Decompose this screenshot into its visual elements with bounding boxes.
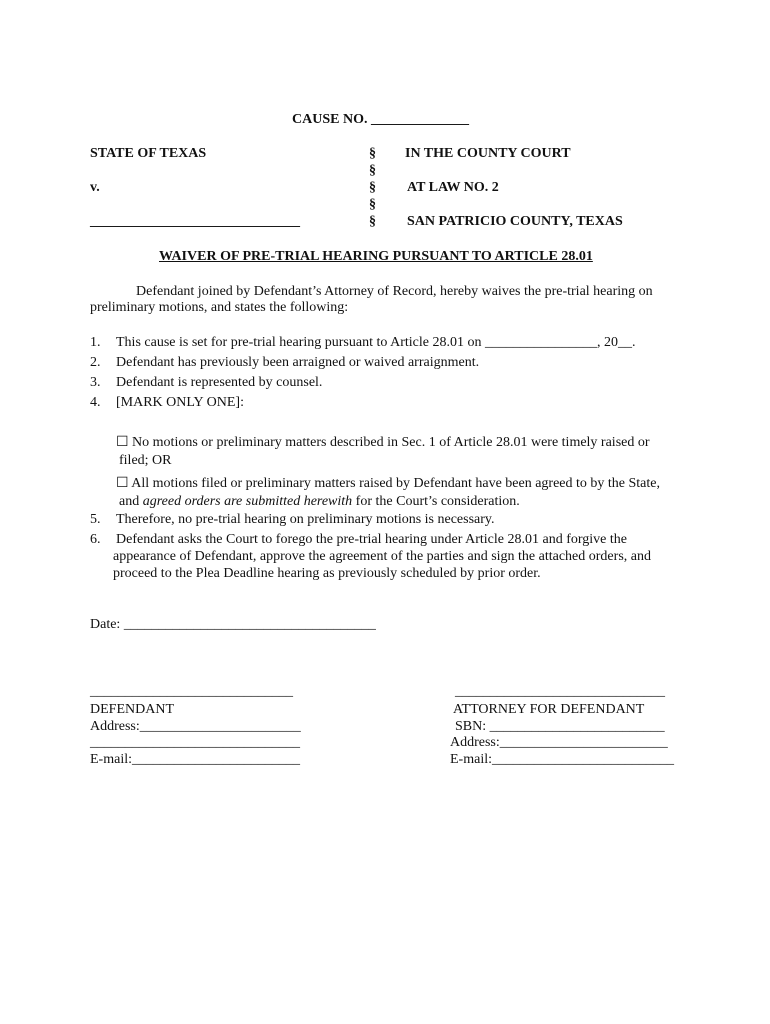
attorney-address[interactable]: Address:________________________ bbox=[450, 735, 668, 750]
item-number: 5. bbox=[90, 512, 101, 527]
item-6-cont-1: appearance of Defendant, approve the agreement of the parties and sign the attached orders, and bbox=[113, 549, 651, 564]
item-text: [MARK ONLY ONE]: bbox=[116, 395, 244, 410]
item-number: 2. bbox=[90, 355, 101, 370]
section-symbol: § bbox=[369, 163, 376, 178]
item-number: 6. bbox=[90, 532, 101, 547]
defendant-address-2[interactable]: ______________________________ bbox=[90, 735, 300, 750]
caption-state: STATE OF TEXAS bbox=[90, 146, 207, 161]
option-agreed-motions-cont bbox=[119, 494, 520, 510]
item-number: 1. bbox=[90, 335, 101, 350]
list-item bbox=[90, 532, 627, 548]
defendant-email[interactable]: E-mail:________________________ bbox=[90, 752, 300, 767]
attorney-email[interactable]: E-mail:__________________________ bbox=[450, 752, 674, 767]
section-symbol: § bbox=[369, 146, 376, 161]
attorney-label: ATTORNEY FOR DEFENDANT bbox=[453, 702, 645, 717]
option-no-motions[interactable]: ☐ No motions or preliminary matters described in Sec. 1 of Article 28.01 were timely raised or bbox=[116, 435, 650, 450]
defendant-signature-line[interactable]: _____________________________ bbox=[90, 684, 293, 699]
item-number: 3. bbox=[90, 375, 101, 390]
section-symbol: § bbox=[369, 180, 376, 195]
option-no-motions-cont: filed; OR bbox=[119, 453, 172, 468]
cause-number: CAUSE NO. ______________ bbox=[292, 112, 469, 127]
item-text: Therefore, no pre-trial hearing on preliminary motions is necessary. bbox=[116, 512, 495, 527]
section-symbol: § bbox=[369, 197, 376, 212]
document-title: WAIVER OF PRE-TRIAL HEARING PURSUANT TO ARTICLE 28.01 bbox=[159, 249, 593, 264]
item-number: 4. bbox=[90, 395, 101, 410]
list-item bbox=[90, 355, 479, 371]
court-county: SAN PATRICIO COUNTY, TEXAS bbox=[407, 214, 623, 229]
option-text-italic: agreed orders are submitted herewith bbox=[142, 494, 353, 509]
court-number: AT LAW NO. 2 bbox=[407, 180, 499, 195]
date-line[interactable]: Date: ____________________________________ bbox=[90, 617, 376, 632]
defendant-address[interactable]: Address:_______________________ bbox=[90, 719, 301, 734]
intro-line-1: Defendant joined by Defendant’s Attorney of Record, hereby waives the pre-trial hearing on bbox=[136, 284, 653, 299]
list-item bbox=[90, 375, 322, 391]
item-text: Defendant asks the Court to forego the pre-trial hearing under Article 28.01 and forgive the bbox=[116, 532, 627, 547]
list-item bbox=[90, 335, 635, 351]
caption-versus: v. bbox=[90, 180, 100, 195]
item-text: Defendant is represented by counsel. bbox=[116, 375, 323, 390]
list-item bbox=[90, 512, 495, 528]
caption-defendant-line: ______________________________ bbox=[90, 214, 300, 229]
option-text: and bbox=[119, 494, 143, 509]
court-name: IN THE COUNTY COURT bbox=[405, 146, 571, 161]
section-symbol: § bbox=[369, 214, 376, 229]
option-agreed-motions[interactable]: ☐ All motions filed or preliminary matters raised by Defendant have been agreed to by the State, bbox=[116, 476, 660, 491]
attorney-signature-line[interactable]: ______________________________ bbox=[455, 684, 665, 699]
option-text: for the Court’s consideration. bbox=[352, 494, 520, 509]
item-6-cont-2: proceed to the Plea Deadline hearing as previously scheduled by prior order. bbox=[113, 566, 541, 581]
attorney-sbn[interactable]: SBN: _________________________ bbox=[455, 719, 665, 734]
defendant-label: DEFENDANT bbox=[90, 702, 174, 717]
item-text: This cause is set for pre-trial hearing pursuant to Article 28.01 on ________________, 20__. bbox=[116, 335, 636, 350]
list-item bbox=[90, 395, 244, 411]
intro-line-2: preliminary motions, and states the following: bbox=[90, 300, 349, 315]
item-text: Defendant has previously been arraigned or waived arraignment. bbox=[116, 355, 480, 370]
